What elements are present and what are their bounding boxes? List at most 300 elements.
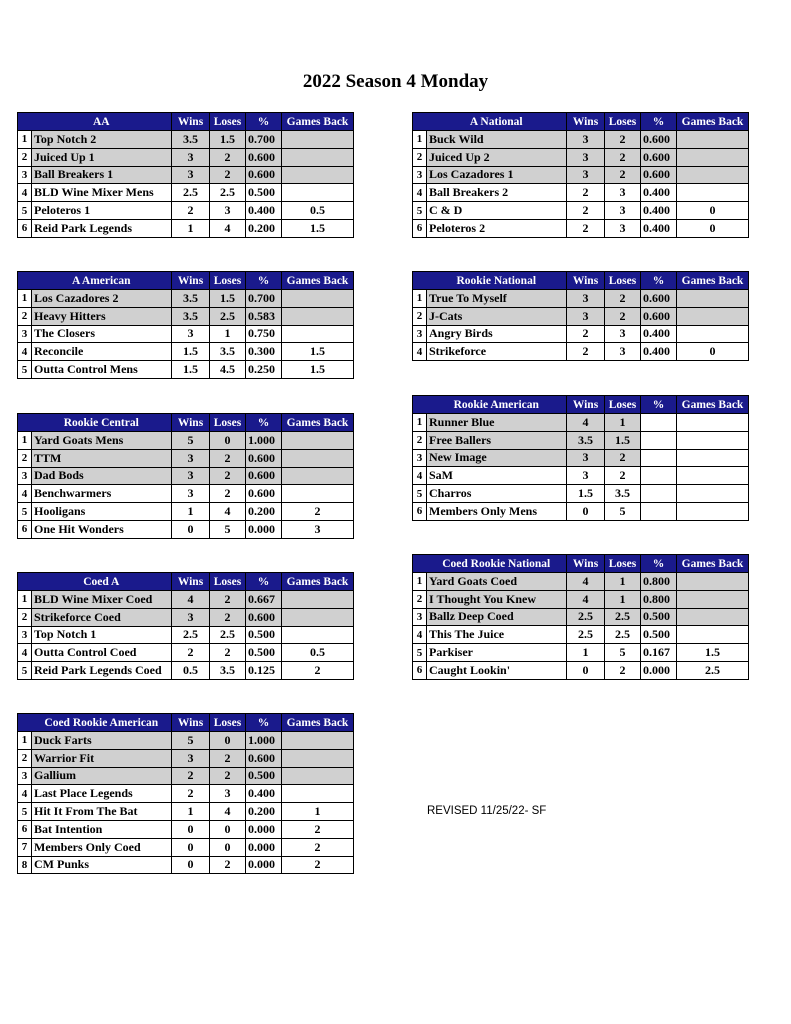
loses-cell: 2 (210, 148, 246, 166)
team-name: Peloteros 2 (427, 219, 567, 237)
rank-cell: 5 (18, 202, 32, 220)
team-name: CM Punks (32, 856, 172, 874)
wins-cell: 3 (172, 325, 210, 343)
team-name: Reid Park Legends Coed (32, 662, 172, 680)
pct-cell: 0.500 (246, 644, 282, 662)
rank-cell: 1 (18, 131, 32, 149)
rank-cell: 5 (18, 503, 32, 521)
pct-cell: 0.400 (641, 325, 677, 343)
games-back-cell (677, 449, 749, 467)
table-header-row (18, 714, 354, 732)
pct-cell: 0.600 (246, 608, 282, 626)
table-row (413, 431, 749, 449)
header-spacer (18, 414, 32, 432)
pct-cell: 0.200 (246, 219, 282, 237)
pct-cell (641, 449, 677, 467)
header-pct: % (641, 555, 677, 573)
rank-cell: 4 (18, 184, 32, 202)
header-loses: Loses (605, 555, 641, 573)
team-name: Top Notch 2 (32, 131, 172, 149)
loses-cell: 2 (210, 856, 246, 874)
table-row (18, 749, 354, 767)
header-spacer (413, 396, 427, 414)
wins-cell: 0 (567, 502, 605, 520)
loses-cell: 1 (210, 325, 246, 343)
table-row (18, 626, 354, 644)
wins-cell: 2 (567, 202, 605, 220)
games-back-cell: 1.5 (677, 644, 749, 662)
header-games-back: Games Back (282, 714, 354, 732)
division-name: AA (32, 113, 172, 131)
loses-cell: 3 (605, 184, 641, 202)
pct-cell: 0.500 (246, 184, 282, 202)
pct-cell: 0.500 (641, 626, 677, 644)
rank-cell: 1 (18, 591, 32, 609)
loses-cell: 2 (210, 591, 246, 609)
loses-cell: 3.5 (605, 485, 641, 503)
team-name: Outta Control Mens (32, 361, 172, 379)
rank-cell: 6 (18, 520, 32, 538)
loses-cell: 0 (210, 432, 246, 450)
wins-cell: 2 (567, 184, 605, 202)
wins-cell: 5 (172, 432, 210, 450)
team-name: Buck Wild (427, 131, 567, 149)
table-row (18, 325, 354, 343)
pct-cell: 0.583 (246, 307, 282, 325)
header-pct: % (641, 113, 677, 131)
header-loses: Loses (605, 113, 641, 131)
table-row (413, 608, 749, 626)
rank-cell: 5 (18, 803, 32, 821)
games-back-cell (282, 485, 354, 503)
team-name: J-Cats (427, 307, 567, 325)
table-row (18, 219, 354, 237)
header-wins: Wins (567, 396, 605, 414)
loses-cell: 0 (210, 838, 246, 856)
header-games-back: Games Back (282, 272, 354, 290)
loses-cell: 2 (210, 749, 246, 767)
table-row (18, 148, 354, 166)
loses-cell: 2 (210, 449, 246, 467)
team-name: This The Juice (427, 626, 567, 644)
header-loses: Loses (605, 396, 641, 414)
loses-cell: 2 (605, 307, 641, 325)
team-name: Members Only Mens (427, 502, 567, 520)
wins-cell: 1 (172, 803, 210, 821)
loses-cell: 2 (605, 290, 641, 308)
rank-cell: 2 (413, 590, 427, 608)
pct-cell: 0.600 (641, 307, 677, 325)
loses-cell: 2.5 (605, 626, 641, 644)
header-games-back: Games Back (282, 573, 354, 591)
header-spacer (413, 272, 427, 290)
team-name: C & D (427, 202, 567, 220)
loses-cell: 2 (605, 661, 641, 679)
header-games-back: Games Back (677, 113, 749, 131)
wins-cell: 3 (172, 608, 210, 626)
rank-cell: 2 (413, 431, 427, 449)
pct-cell: 1.000 (246, 732, 282, 750)
loses-cell: 0 (210, 732, 246, 750)
loses-cell: 4 (210, 503, 246, 521)
table-row (413, 166, 749, 184)
games-back-cell (282, 166, 354, 184)
rank-cell: 6 (18, 820, 32, 838)
team-name: Strikeforce Coed (32, 608, 172, 626)
table-row (413, 184, 749, 202)
wins-cell: 2.5 (567, 608, 605, 626)
games-back-cell: 0.5 (282, 202, 354, 220)
pct-cell: 0.200 (246, 803, 282, 821)
table-row (18, 485, 354, 503)
wins-cell: 1.5 (567, 485, 605, 503)
games-back-cell (677, 184, 749, 202)
team-name: BLD Wine Mixer Coed (32, 591, 172, 609)
rank-cell: 1 (413, 414, 427, 432)
wins-cell: 1 (172, 219, 210, 237)
wins-cell: 3 (172, 485, 210, 503)
loses-cell: 5 (210, 520, 246, 538)
wins-cell: 3 (567, 166, 605, 184)
rank-cell: 5 (18, 361, 32, 379)
table-row (18, 307, 354, 325)
loses-cell: 4 (210, 219, 246, 237)
rank-cell: 6 (18, 219, 32, 237)
loses-cell: 3 (605, 325, 641, 343)
games-back-cell (677, 431, 749, 449)
table-row (18, 202, 354, 220)
wins-cell: 2 (172, 785, 210, 803)
table-row (18, 432, 354, 450)
table-header-row (18, 573, 354, 591)
table-row (413, 290, 749, 308)
loses-cell: 2 (605, 449, 641, 467)
pct-cell: 0.000 (641, 661, 677, 679)
team-name: One Hit Wonders (32, 520, 172, 538)
games-back-cell: 2 (282, 856, 354, 874)
rank-cell: 5 (18, 662, 32, 680)
pct-cell: 0.500 (246, 767, 282, 785)
rank-cell: 1 (18, 732, 32, 750)
team-name: Gallium (32, 767, 172, 785)
wins-cell: 1 (172, 503, 210, 521)
page-title: 2022 Season 4 Monday (302, 71, 489, 92)
header-wins: Wins (172, 714, 210, 732)
table-row (18, 520, 354, 538)
team-name: Los Cazadores 2 (32, 290, 172, 308)
header-games-back: Games Back (677, 272, 749, 290)
header-pct: % (641, 396, 677, 414)
games-back-cell (282, 184, 354, 202)
division-name: A National (427, 113, 567, 131)
wins-cell: 2.5 (172, 184, 210, 202)
header-games-back: Games Back (282, 414, 354, 432)
header-spacer (413, 555, 427, 573)
header-loses: Loses (210, 714, 246, 732)
team-name: The Closers (32, 325, 172, 343)
games-back-cell: 2 (282, 662, 354, 680)
table-row (18, 343, 354, 361)
loses-cell: 2 (210, 166, 246, 184)
wins-cell: 2 (567, 343, 605, 361)
rank-cell: 2 (413, 148, 427, 166)
wins-cell: 2 (172, 644, 210, 662)
standings-table (412, 395, 749, 521)
pct-cell: 0.600 (246, 485, 282, 503)
standings-table (17, 271, 354, 379)
games-back-cell (282, 591, 354, 609)
rank-cell: 8 (18, 856, 32, 874)
games-back-cell (677, 166, 749, 184)
rank-cell: 4 (18, 485, 32, 503)
rank-cell: 5 (413, 644, 427, 662)
wins-cell: 3 (172, 749, 210, 767)
wins-cell: 4 (567, 590, 605, 608)
team-name: Peloteros 1 (32, 202, 172, 220)
loses-cell: 1 (605, 573, 641, 591)
table-row (18, 803, 354, 821)
division-name: Coed Rookie American (32, 714, 172, 732)
table-row (413, 449, 749, 467)
table-row (18, 785, 354, 803)
wins-cell: 0 (172, 820, 210, 838)
table-header-row (413, 113, 749, 131)
team-name: Hooligans (32, 503, 172, 521)
table-header-row (413, 272, 749, 290)
loses-cell: 5 (605, 644, 641, 662)
wins-cell: 3 (172, 467, 210, 485)
games-back-cell (677, 467, 749, 485)
loses-cell: 4 (210, 803, 246, 821)
standings-table (17, 713, 354, 874)
table-row (18, 856, 354, 874)
games-back-cell (282, 432, 354, 450)
table-row (18, 131, 354, 149)
loses-cell: 2 (210, 467, 246, 485)
rank-cell: 3 (18, 626, 32, 644)
rank-cell: 7 (18, 838, 32, 856)
games-back-cell: 2 (282, 838, 354, 856)
table-row (18, 449, 354, 467)
games-back-cell (677, 608, 749, 626)
games-back-cell (282, 767, 354, 785)
wins-cell: 3.5 (567, 431, 605, 449)
loses-cell: 3.5 (210, 662, 246, 680)
rank-cell: 3 (18, 767, 32, 785)
wins-cell: 0 (172, 838, 210, 856)
loses-cell: 2 (605, 148, 641, 166)
header-wins: Wins (567, 272, 605, 290)
table-row (413, 626, 749, 644)
header-pct: % (246, 573, 282, 591)
table-header-row (18, 113, 354, 131)
pct-cell: 0.600 (641, 290, 677, 308)
loses-cell: 2.5 (210, 626, 246, 644)
header-wins: Wins (172, 272, 210, 290)
pct-cell: 0.700 (246, 290, 282, 308)
rank-cell: 4 (413, 184, 427, 202)
header-loses: Loses (605, 272, 641, 290)
table-row (413, 485, 749, 503)
wins-cell: 3.5 (172, 290, 210, 308)
standings-table (17, 413, 354, 539)
pct-cell: 0.400 (641, 202, 677, 220)
table-row (413, 661, 749, 679)
rank-cell: 2 (18, 307, 32, 325)
team-name: TTM (32, 449, 172, 467)
pct-cell: 0.000 (246, 820, 282, 838)
table-row (18, 838, 354, 856)
wins-cell: 4 (172, 591, 210, 609)
wins-cell: 3 (172, 166, 210, 184)
team-name: Strikeforce (427, 343, 567, 361)
team-name: Heavy Hitters (32, 307, 172, 325)
rank-cell: 3 (413, 325, 427, 343)
pct-cell: 0.600 (246, 148, 282, 166)
team-name: New Image (427, 449, 567, 467)
table-header-row (413, 555, 749, 573)
wins-cell: 1.5 (172, 361, 210, 379)
pct-cell: 1.000 (246, 432, 282, 450)
table-row (413, 219, 749, 237)
loses-cell: 1 (605, 590, 641, 608)
pct-cell: 0.800 (641, 590, 677, 608)
header-games-back: Games Back (677, 396, 749, 414)
header-spacer (18, 113, 32, 131)
games-back-cell (677, 502, 749, 520)
rank-cell: 3 (413, 449, 427, 467)
pct-cell: 0.125 (246, 662, 282, 680)
pct-cell: 0.000 (246, 520, 282, 538)
table-row (18, 184, 354, 202)
games-back-cell (282, 449, 354, 467)
games-back-cell (282, 148, 354, 166)
header-pct: % (246, 272, 282, 290)
team-name: Angry Birds (427, 325, 567, 343)
pct-cell: 0.600 (641, 166, 677, 184)
table-row (413, 467, 749, 485)
loses-cell: 2 (210, 608, 246, 626)
team-name: Top Notch 1 (32, 626, 172, 644)
games-back-cell (282, 785, 354, 803)
wins-cell: 3 (567, 148, 605, 166)
pct-cell (641, 502, 677, 520)
standings-table (412, 112, 749, 238)
pct-cell: 0.600 (641, 131, 677, 149)
team-name: Ball Breakers 2 (427, 184, 567, 202)
rank-cell: 4 (413, 343, 427, 361)
games-back-cell (282, 131, 354, 149)
games-back-cell (282, 290, 354, 308)
rank-cell: 6 (413, 661, 427, 679)
rank-cell: 2 (18, 749, 32, 767)
header-wins: Wins (567, 113, 605, 131)
division-name: Rookie National (427, 272, 567, 290)
games-back-cell (677, 148, 749, 166)
games-back-cell (282, 325, 354, 343)
team-name: Ballz Deep Coed (427, 608, 567, 626)
team-name: Bat Intention (32, 820, 172, 838)
team-name: I Thought You Knew (427, 590, 567, 608)
loses-cell: 3 (210, 785, 246, 803)
loses-cell: 1.5 (210, 290, 246, 308)
games-back-cell (282, 467, 354, 485)
rank-cell: 6 (413, 502, 427, 520)
wins-cell: 3 (567, 307, 605, 325)
team-name: Members Only Coed (32, 838, 172, 856)
wins-cell: 2.5 (172, 626, 210, 644)
header-spacer (18, 714, 32, 732)
pct-cell: 0.800 (641, 573, 677, 591)
pct-cell: 0.300 (246, 343, 282, 361)
standings-table (412, 271, 749, 361)
games-back-cell (677, 290, 749, 308)
rank-cell: 3 (18, 467, 32, 485)
header-spacer (18, 573, 32, 591)
table-row (413, 343, 749, 361)
pct-cell: 0.700 (246, 131, 282, 149)
wins-cell: 3 (172, 148, 210, 166)
header-wins: Wins (172, 414, 210, 432)
division-name: Coed A (32, 573, 172, 591)
standings-table (412, 554, 749, 680)
rank-cell: 4 (18, 785, 32, 803)
pct-cell: 0.400 (641, 343, 677, 361)
table-row (18, 166, 354, 184)
wins-cell: 2 (172, 202, 210, 220)
header-wins: Wins (172, 573, 210, 591)
pct-cell: 0.400 (246, 785, 282, 803)
team-name: Dad Bods (32, 467, 172, 485)
pct-cell: 0.600 (246, 449, 282, 467)
header-pct: % (246, 714, 282, 732)
wins-cell: 5 (172, 732, 210, 750)
loses-cell: 1.5 (605, 431, 641, 449)
rank-cell: 3 (18, 166, 32, 184)
loses-cell: 0 (210, 820, 246, 838)
pct-cell: 0.750 (246, 325, 282, 343)
table-row (18, 503, 354, 521)
table-row (413, 502, 749, 520)
pct-cell: 0.600 (641, 148, 677, 166)
wins-cell: 4 (567, 573, 605, 591)
table-row (18, 467, 354, 485)
division-name: Rookie American (427, 396, 567, 414)
rank-cell: 2 (18, 449, 32, 467)
table-row (413, 644, 749, 662)
standings-table (17, 572, 354, 680)
pct-cell: 0.400 (641, 184, 677, 202)
wins-cell: 2 (567, 325, 605, 343)
games-back-cell: 0 (677, 202, 749, 220)
table-row (18, 732, 354, 750)
wins-cell: 2 (172, 767, 210, 785)
table-row (413, 573, 749, 591)
team-name: Parkiser (427, 644, 567, 662)
games-back-cell (677, 485, 749, 503)
loses-cell: 2 (210, 485, 246, 503)
loses-cell: 2 (605, 166, 641, 184)
table-row (18, 644, 354, 662)
table-row (18, 820, 354, 838)
pct-cell: 0.000 (246, 856, 282, 874)
rank-cell: 6 (413, 219, 427, 237)
table-row (18, 591, 354, 609)
pct-cell (641, 431, 677, 449)
division-name: Coed Rookie National (427, 555, 567, 573)
loses-cell: 2 (605, 131, 641, 149)
wins-cell: 0 (172, 856, 210, 874)
